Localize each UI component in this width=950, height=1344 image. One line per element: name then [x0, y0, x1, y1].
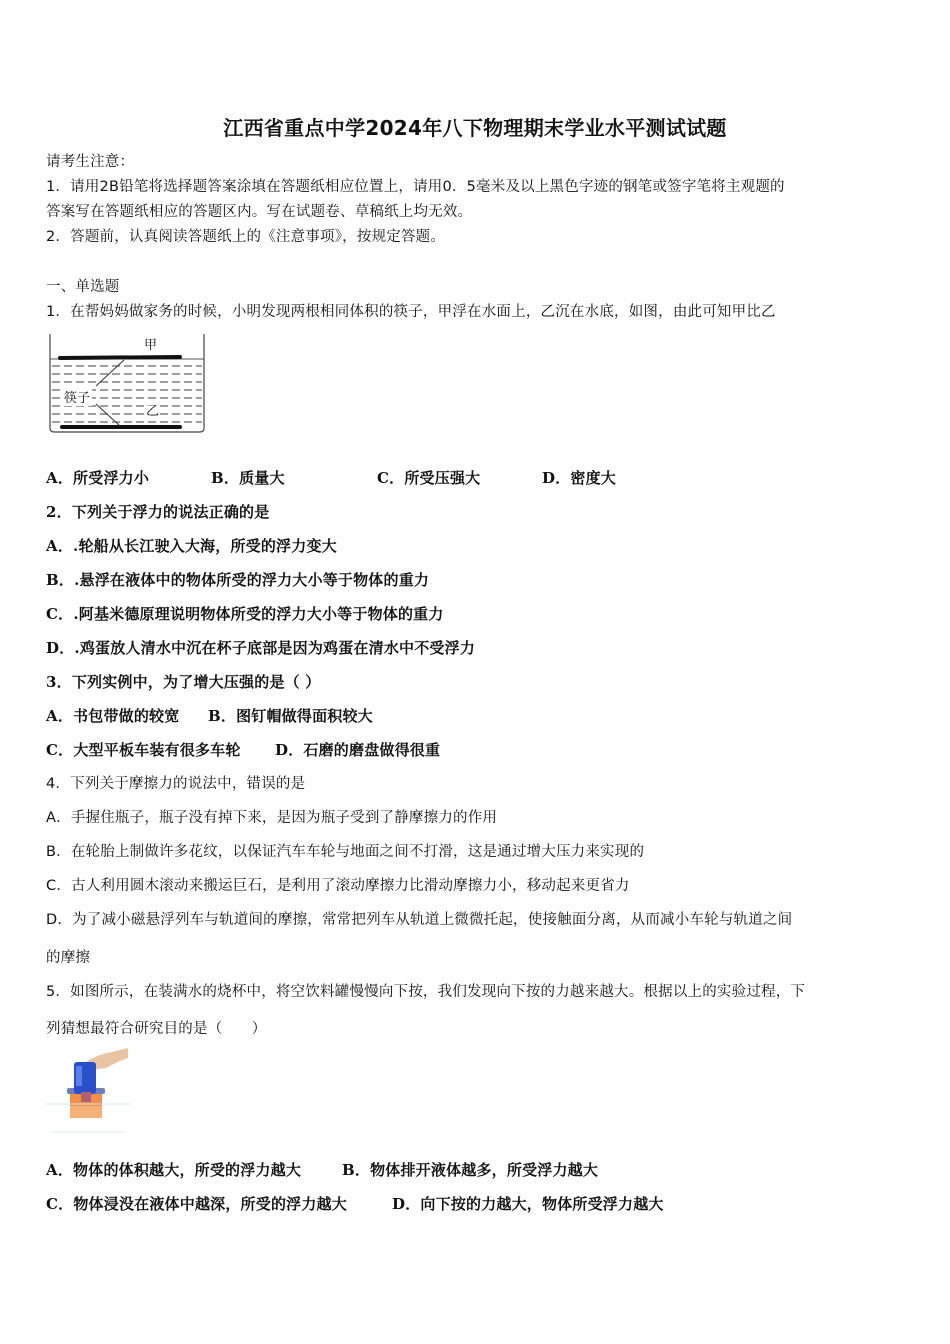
can-in-beaker-figure: [46, 1048, 130, 1136]
page-title: 江西省重点中学2024年八下物理期末学业水平测试试题: [223, 116, 727, 140]
q3-option-d[interactable]: D．石磨的磨盘做得很重: [275, 741, 441, 759]
q3-option-a[interactable]: A．书包带做的较宽: [46, 707, 180, 725]
question-1-stem: 1．在帮妈妈做家务的时候，小明发现两根相同体积的筷子，甲浮在水面上，乙沉在水底，如图，由此可知甲比乙: [46, 304, 776, 320]
q2-option-a[interactable]: A．.轮船从长江驶入大海，所受的浮力变大: [46, 537, 337, 555]
q1-option-b[interactable]: B．质量大: [211, 469, 285, 487]
label-yi: 乙: [146, 400, 159, 419]
q2-option-c[interactable]: C．.阿基米德原理说明物体所受的浮力大小等于物体的重力: [46, 605, 444, 623]
notice-heading: 请考生注意：: [46, 154, 135, 170]
q5-option-d[interactable]: D．向下按的力越大，物体所受浮力越大: [392, 1195, 664, 1213]
q4-option-c[interactable]: C．古人利用圆木滚动来搬运巨石，是利用了滚动摩擦力比滑动摩擦力小，移动起来更省力: [46, 878, 630, 894]
question-3-stem: 3．下列实例中，为了增大压强的是（ ）: [46, 673, 321, 691]
question-5-stem-cont: 列猜想最符合研究目的是（ ）: [46, 1021, 267, 1037]
q2-option-b[interactable]: B．.悬浮在液体中的物体所受的浮力大小等于物体的重力: [46, 571, 430, 589]
q5-option-a[interactable]: A．物体的体积越大，所受的浮力越大: [46, 1161, 302, 1179]
q1-option-a[interactable]: A．所受浮力小: [46, 469, 150, 487]
q4-option-b[interactable]: B．在轮胎上制做许多花纹，以保证汽车车轮与地面之间不打滑，这是通过增大压力来实现的: [46, 844, 645, 860]
q4-option-d-cont: 的摩擦: [46, 950, 91, 966]
label-jia: 甲: [144, 334, 157, 353]
question-1-options: [46, 468, 616, 488]
question-3-options-row-1: [46, 706, 373, 726]
label-chopsticks: 筷子: [62, 387, 92, 406]
question-5-options-row-1: [46, 1160, 598, 1180]
question-5-stem: 5．如图所示，在装满水的烧杯中，将空饮料罐慢慢向下按，我们发现向下按的力越来越大。根据以上的实验过程，下: [46, 984, 806, 1000]
q1-option-c[interactable]: C．所受压强大: [377, 469, 481, 487]
notice-item-2: 2．答题前，认真阅读答题纸上的《注意事项》，按规定答题。: [46, 229, 446, 245]
notice-item-1: 1．请用2B铅笔将选择题答案涂填在答题纸相应位置上，请用0．5毫米及以上黑色字迹的钢笔或签字笔将主观题的: [46, 179, 785, 195]
q3-option-c[interactable]: C．大型平板车装有很多车轮: [46, 741, 241, 759]
chopsticks-figure: [46, 332, 208, 436]
q5-option-b[interactable]: B．物体排开液体越多，所受浮力越大: [342, 1161, 599, 1179]
q4-option-d[interactable]: D．为了减小磁悬浮列车与轨道间的摩擦，常常把列车从轨道上微微托起，使接触面分离，从而减小车轮与轨道之间: [46, 912, 793, 928]
notice-item-1-cont: 答案写在答题纸相应的答题区内。写在试题卷、草稿纸上均无效。: [46, 204, 473, 220]
q5-option-c[interactable]: C．物体浸没在液体中越深，所受的浮力越大: [46, 1195, 347, 1213]
question-5-options-row-2: [46, 1194, 664, 1214]
question-4-stem: 4．下列关于摩擦力的说法中，错误的是: [46, 776, 306, 792]
question-3-options-row-2: [46, 740, 440, 760]
section-heading: 一、单选题: [46, 279, 120, 295]
question-2-stem: 2．下列关于浮力的说法正确的是: [46, 503, 270, 521]
q4-option-a[interactable]: A．手握住瓶子，瓶子没有掉下来，是因为瓶子受到了静摩擦力的作用: [46, 810, 498, 826]
q2-option-d[interactable]: D．.鸡蛋放人清水中沉在杯子底部是因为鸡蛋在清水中不受浮力: [46, 639, 476, 657]
q3-option-b[interactable]: B．图钉帽做得面积较大: [208, 707, 373, 725]
q1-option-d[interactable]: D．密度大: [542, 469, 617, 487]
